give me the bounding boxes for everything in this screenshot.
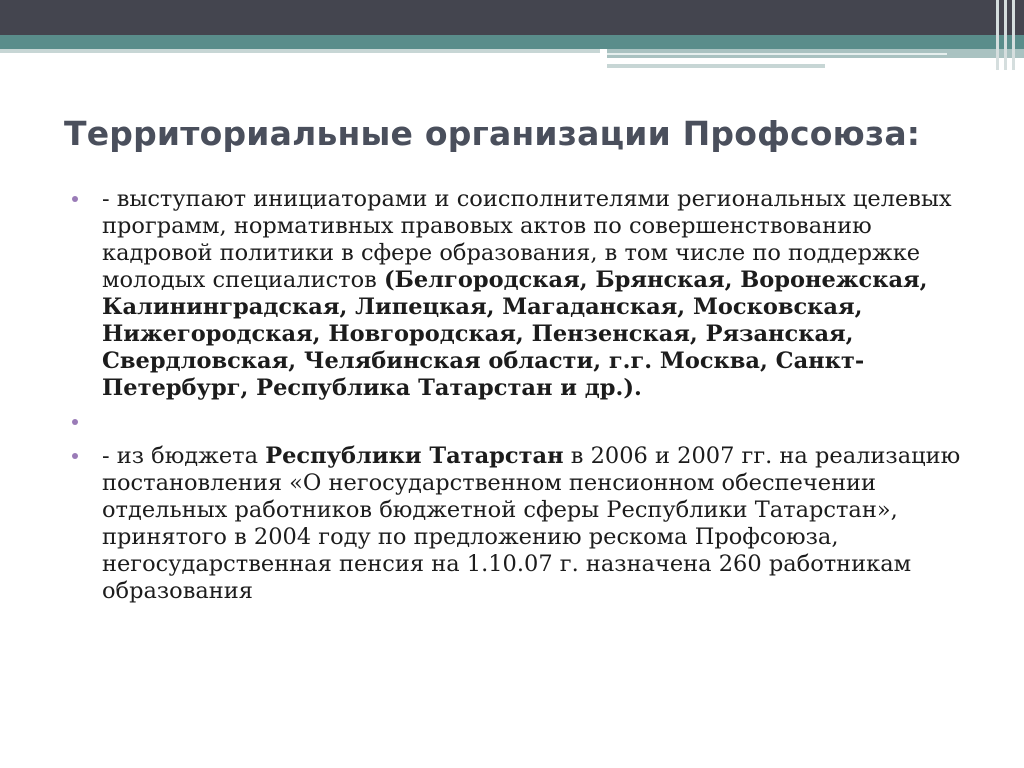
bullet-dot-icon — [72, 196, 78, 202]
header-band-thin — [607, 64, 825, 68]
header-band-dark — [0, 0, 1024, 35]
header-highlight-line — [607, 53, 947, 55]
header-band-teal — [0, 35, 1024, 49]
bullet-text: - выступают инициаторами и соисполнителями региональных целевых программ, нормативных правовых актов по совершенствованию кадровой политики в сфере образования, в том числе по поддержке молодых специалистов — [102, 186, 952, 293]
bullet-suffix: в 2006 и 2007 гг. на реализацию постановления «О негосударственном пенсионном обеспечении отдельных работников бюджетной сферы Республики Татарстан», принятого в 2004 году по предложению рескома Профсоюза, негосударственная пенсия на 1.10.07 г. назначена 260 работникам образования — [102, 443, 961, 604]
bullet-bold-text: (Белгородская, Брянская, Воронежская, Калининградская, Липецкая, Магаданская, Московская, Нижегородская, Новгородская, Пензенская, Рязанская, Свердловская, Челябинская области, г.г. Москва, Санкт-Петербург, Республика Татарстан и др.). — [102, 267, 928, 401]
bullet-item — [68, 443, 968, 605]
decor-stripe — [1012, 0, 1015, 70]
slide-title: Территориальные организации Профсоюза: — [64, 114, 921, 153]
bullet-bold-text: Республики Татарстан — [265, 443, 564, 469]
header-band-light — [0, 49, 600, 53]
bullet-list — [68, 186, 968, 612]
decor-stripe — [1004, 0, 1007, 70]
bullet-dot-icon — [72, 453, 78, 459]
bullet-item — [68, 409, 968, 436]
bullet-item — [68, 186, 968, 402]
bullet-prefix: - из бюджета — [102, 443, 266, 469]
bullet-dot-icon — [72, 419, 78, 425]
decor-stripe — [996, 0, 999, 70]
